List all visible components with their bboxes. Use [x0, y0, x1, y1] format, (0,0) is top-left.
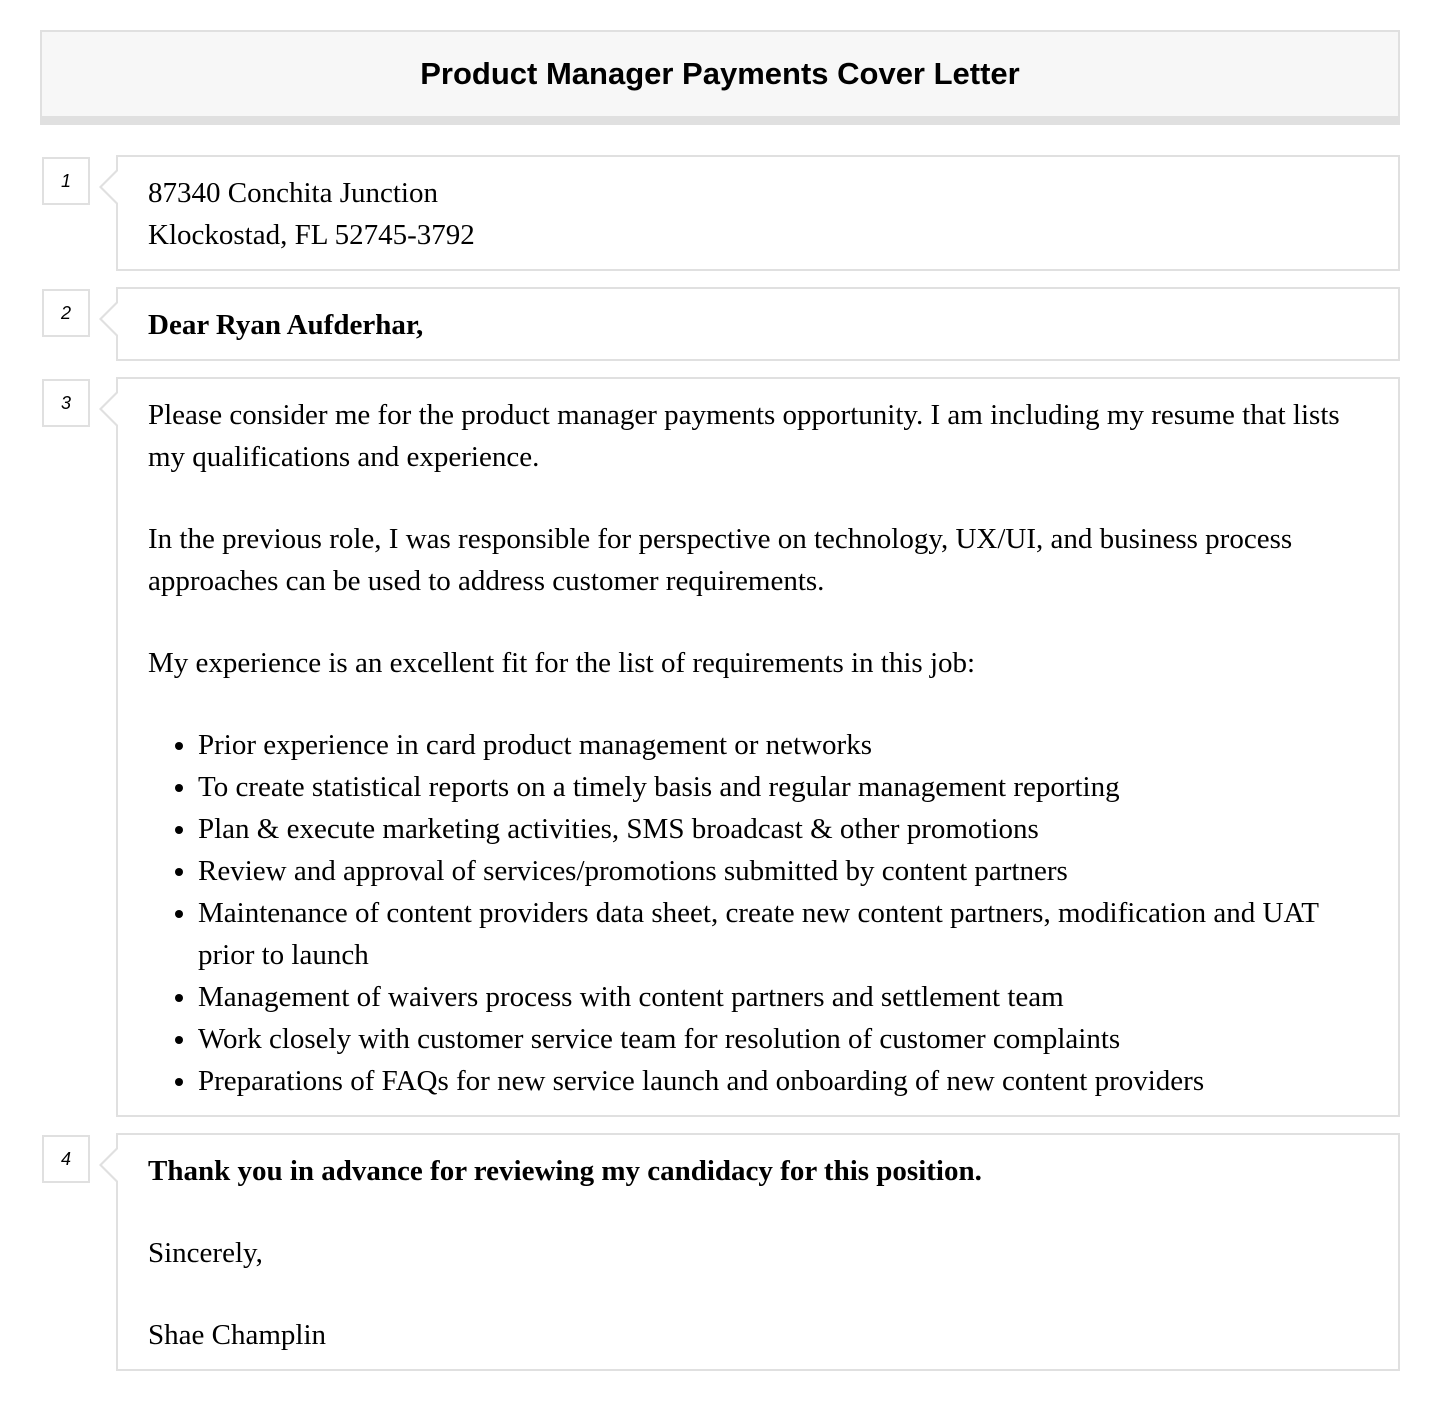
requirements-list: [148, 724, 1368, 1102]
body-section: [116, 377, 1400, 1117]
page-title: Product Manager Payments Cover Letter: [420, 56, 1020, 91]
intro-paragraph: Please consider me for the product manager payments opportunity. I am including my resume that lists my qualifications and experience.: [148, 399, 1340, 473]
section-number-4: 4: [42, 1135, 90, 1183]
address-section: [116, 155, 1400, 271]
salutation-section: [116, 287, 1400, 361]
section-number-2: 2: [42, 289, 90, 337]
section-number-3: 3: [42, 379, 90, 427]
salutation: Dear Ryan Aufderhar,: [148, 309, 424, 341]
section-number-1: 1: [42, 157, 90, 205]
list-item: • Work closely with customer service team for resolution of customer complaints: [198, 1018, 1368, 1060]
list-item: • Review and approval of services/promotions submitted by content partners: [198, 850, 1368, 892]
address-line-2: Klockostad, FL 52745-3792: [148, 219, 475, 251]
signoff: Sincerely,: [148, 1237, 263, 1269]
list-item: • To create statistical reports on a timely basis and regular management reporting: [198, 766, 1368, 808]
list-item: • Prior experience in card product management or networks: [198, 724, 1368, 766]
fit-paragraph: My experience is an excellent fit for the list of requirements in this job:: [148, 647, 976, 679]
address-line-1: 87340 Conchita Junction: [148, 177, 438, 209]
closing-section: [116, 1133, 1400, 1371]
list-item: • Plan & execute marketing activities, SMS broadcast & other promotions: [198, 808, 1368, 850]
experience-paragraph: In the previous role, I was responsible for perspective on technology, UX/UI, and business process approaches can be used to address customer requirements.: [148, 523, 1293, 597]
list-item: • Management of waivers process with content partners and settlement team: [198, 976, 1368, 1018]
closing-line: Thank you in advance for reviewing my candidacy for this position.: [148, 1155, 982, 1187]
signature-name: Shae Champlin: [148, 1319, 327, 1351]
list-item: • Maintenance of content providers data sheet, create new content partners, modification and UAT prior to launch: [198, 892, 1368, 976]
list-item: • Preparations of FAQs for new service launch and onboarding of new content providers: [198, 1060, 1368, 1102]
page-header: [40, 30, 1400, 125]
